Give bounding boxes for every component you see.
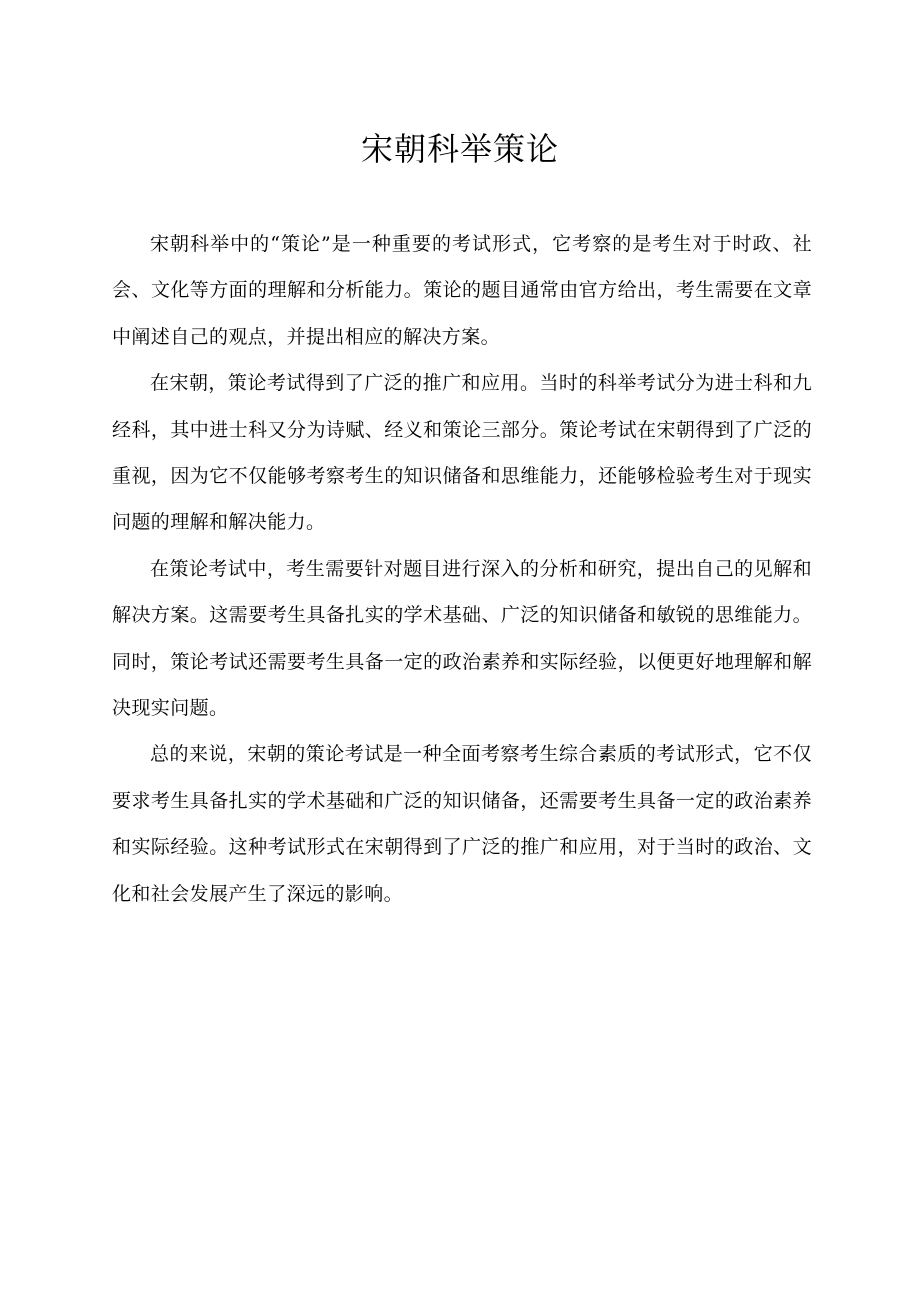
paragraph-4: 总的来说，宋朝的策论考试是一种全面考察考生综合素质的考试形式，它不仅要求考生具备扎实的学术基础和广泛的知识储备，还需要考生具备一定的政治素养和实际经验。这种考试形式在宋朝得到了广泛的推广和应用，对于当时的政治、文化和社会发展产生了深远的影响。 [112,743,812,905]
paragraph-1: 宋朝科举中的“策论”是一种重要的考试形式，它考察的是考生对于时政、社会、文化等方面的理解和分析能力。策论的题目通常由官方给出，考生需要在文章中阐述自己的观点，并提出相应的解决方案。 [112,233,812,348]
paragraph-2: 在宋朝，策论考试得到了广泛的推广和应用。当时的科举考试分为进士科和九经科，其中进士科又分为诗赋、经义和策论三部分。策论考试在宋朝得到了广泛的重视，因为它不仅能够考察考生的知识储备和思维能力，还能够检验考生对于现实问题的理解和解决能力。 [112,372,812,534]
document-title: 宋朝科举策论 [360,130,559,168]
paragraph-3: 在策论考试中，考生需要针对题目进行深入的分析和研究，提出自己的见解和解决方案。这需要考生具备扎实的学术基础、广泛的知识储备和敏锐的思维能力。同时，策论考试还需要考生具备一定的政治素养和实际经验，以便更好地理解和解决现实问题。 [112,557,812,720]
document-body [112,221,812,917]
